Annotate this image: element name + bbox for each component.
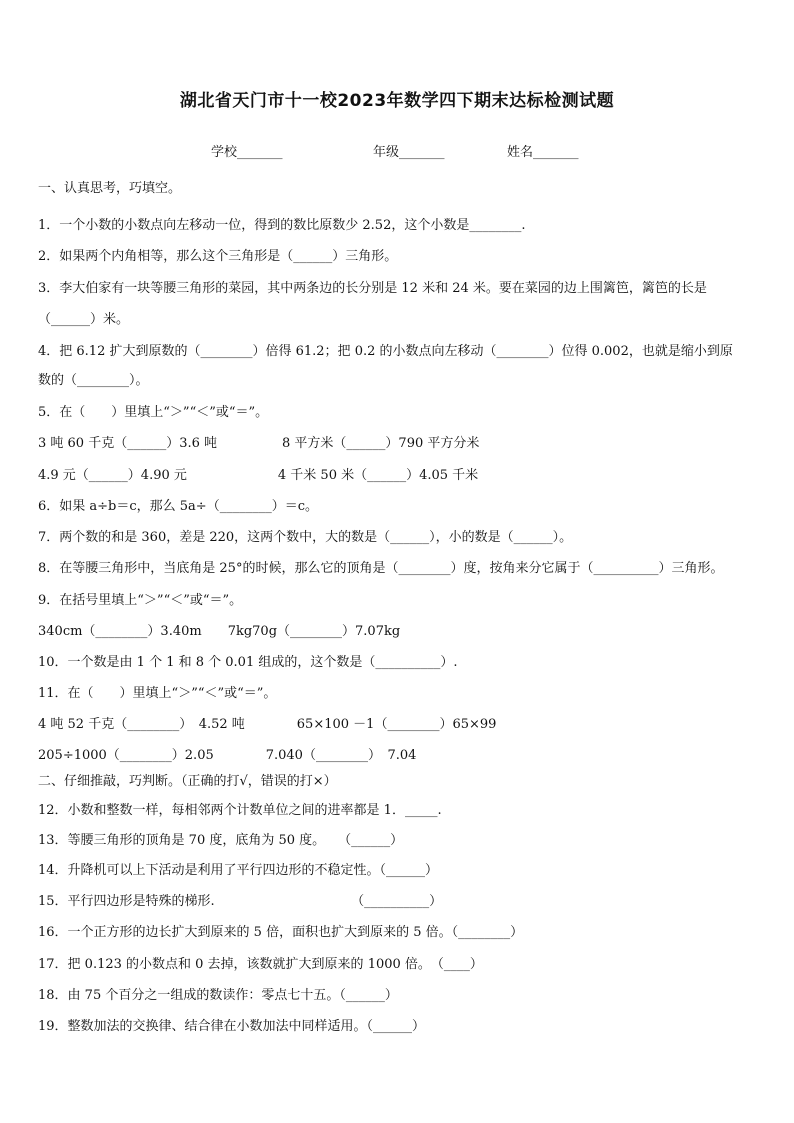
question-15: 15．平行四边形是特殊的梯形. （__________）	[38, 894, 443, 909]
question-12: 12．小数和整数一样，每相邻两个计数单位之间的进率都是 1．_____.	[38, 803, 442, 818]
question-5-row-1: 3 吨 60 千克（______）3.6 吨 8 平方米（______）790 平方分米	[38, 436, 480, 451]
question-5: 5．在（ ）里填上“＞”“＜”或“＝”。	[38, 405, 269, 420]
section-heading-true-false: 二、仔细推敲，巧判断。（正确的打√，错误的打×）	[38, 774, 337, 789]
question-13: 13．等腰三角形的顶角是 70 度，底角为 50 度。 （______）	[38, 833, 404, 848]
question-11: 11．在（ ）里填上“＞”“＜”或“＝”。	[38, 686, 277, 701]
question-14: 14．升降机可以上下活动是利用了平行四边形的不稳定性。（______）	[38, 863, 439, 878]
section-heading-fill-blank: 一、认真思考，巧填空。	[38, 181, 182, 196]
question-1: 1．一个小数的小数点向左移动一位，得到的数比原数少 2.52，这个小数是________.	[38, 218, 526, 233]
question-2: 2．如果两个内角相等，那么这个三角形是（______）三角形。	[38, 249, 398, 264]
question-11-row-2: 205÷1000（________）2.05 7.040（________） 7.04	[38, 748, 417, 763]
question-17: 17．把 0.123 的小数点和 0 去掉，该数就扩大到原来的 1000 倍。 （____）	[38, 957, 483, 972]
question-11-row-1: 4 吨 52 千克（________） 4.52 吨 65×100 －1（________）65×99	[38, 717, 497, 732]
question-4: 4．把 6.12 扩大到原数的（________）倍得 61.2；把 0.2 的小数点向左移动（________）位得 0.002，也就是缩小到原	[38, 344, 733, 359]
question-5-row-2: 4.9 元（______）4.90 元 4 千米 50 米（______）4.05 千米	[38, 468, 479, 483]
question-16: 16．一个正方形的边长扩大到原来的 5 倍，面积也扩大到原来的 5 倍。（________）	[38, 925, 524, 940]
question-10: 10．一个数是由 1 个 1 和 8 个 0.01 组成的，这个数是（__________）.	[38, 655, 458, 670]
question-9: 9．在括号里填上“＞”“＜”或“＝”。	[38, 593, 243, 608]
question-7: 7．两个数的和是 360，差是 220，这两个数中，大的数是（______），小的数是（______）。	[38, 530, 573, 545]
page-title: 湖北省天门市十一校2023年数学四下期末达标检测试题	[179, 91, 615, 111]
grade-field: 年级_______	[373, 145, 445, 160]
question-3: 3．李大伯家有一块等腰三角形的菜园，其中两条边的长分别是 12 米和 24 米。要在菜园的边上围篱笆，篱笆的长是	[38, 281, 707, 296]
question-9-row: 340cm（________）3.40m 7kg70g（________）7.07kg	[38, 624, 401, 639]
question-8: 8．在等腰三角形中，当底角是 25°的时候，那么它的顶角是（________）度，按角来分它属于（__________）三角形。	[38, 561, 724, 576]
question-6: 6．如果 a÷b＝c，那么 5a÷（________）＝c。	[38, 499, 318, 514]
question-19: 19．整数加法的交换律、结合律在小数加法中同样适用。（______）	[38, 1019, 426, 1034]
name-field: 姓名_______	[507, 145, 579, 160]
school-field: 学校_______	[211, 145, 283, 160]
question-18: 18．由 75 个百分之一组成的数读作：零点七十五。（______）	[38, 988, 398, 1003]
question-3-continued: （______）米。	[38, 312, 130, 327]
question-4-continued: 数的（________）。	[38, 373, 149, 388]
